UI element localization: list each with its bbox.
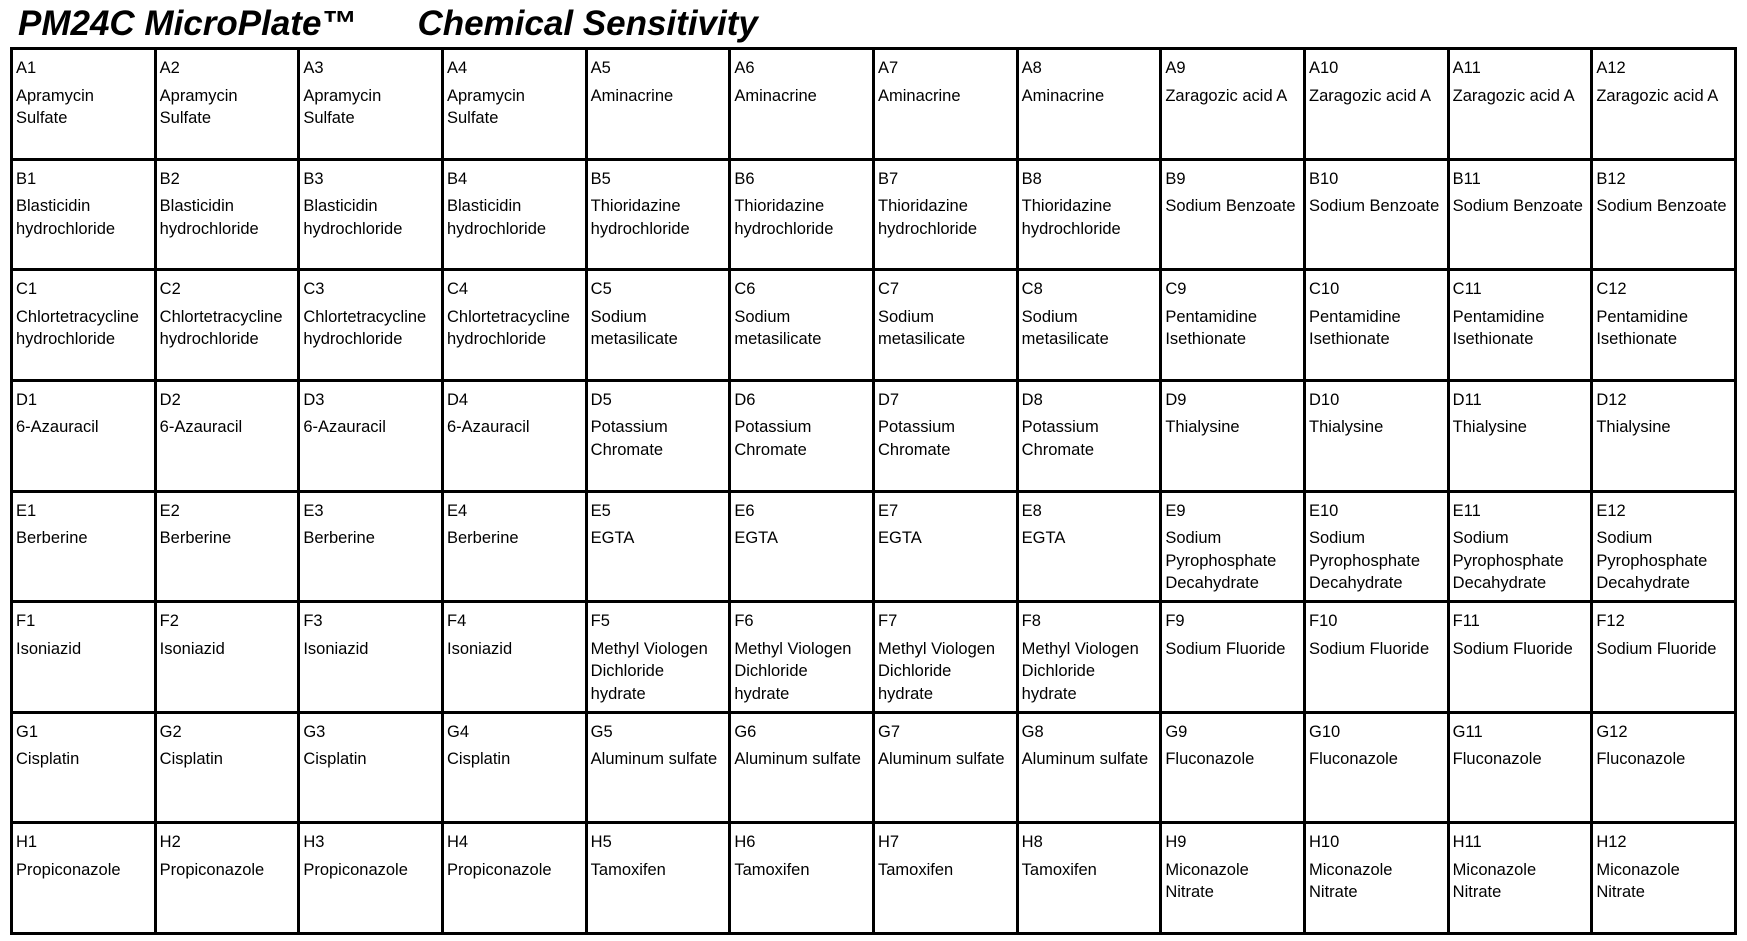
well-id: H11 (1452, 833, 1482, 852)
plate-well (588, 603, 732, 714)
plate-well (157, 271, 301, 382)
well-compound: Sodium Pyrophosphate Decahydrate (1596, 529, 1708, 592)
well-compound: Apramycin Sulfate (303, 86, 382, 127)
well-compound: Methyl Viologen Dichloride hydrate (1021, 639, 1139, 703)
well-id: D12 (1596, 390, 1627, 409)
well-compound: Sodium Fluoride (1309, 639, 1430, 658)
well-compound: Fluconazole (1596, 750, 1686, 769)
plate-well (588, 50, 732, 161)
well-compound: Propiconazole (303, 860, 408, 879)
well-id: D9 (1165, 390, 1187, 409)
plate-well (1450, 714, 1594, 825)
well-compound: Thialysine (1596, 418, 1671, 437)
plate-well (444, 493, 588, 604)
well-compound: Potassium Chromate (878, 418, 956, 459)
plate-well (1019, 603, 1163, 714)
plate-well (588, 714, 732, 825)
well-id: F11 (1452, 612, 1480, 631)
well-compound: Zaragozic acid A (1596, 86, 1719, 105)
well-id: G7 (878, 722, 901, 741)
well-id: B5 (590, 169, 611, 188)
plate-well (300, 50, 444, 161)
well-compound: Cisplatin (16, 750, 80, 769)
well-id: G5 (590, 722, 613, 741)
well-compound: Potassium Chromate (734, 418, 812, 459)
well-compound: Thioridazine hydrochloride (590, 197, 690, 238)
well-compound: Cisplatin (159, 750, 223, 769)
well-id: A5 (590, 59, 611, 77)
well-compound: Sodium Fluoride (1452, 639, 1573, 658)
plate-well (157, 714, 301, 825)
plate-well (588, 382, 732, 493)
well-id: A1 (16, 59, 37, 77)
plate-well (731, 161, 875, 272)
well-id: F8 (1021, 612, 1041, 631)
plate-well (1593, 824, 1737, 935)
plate-well (1162, 382, 1306, 493)
well-compound: Sodium Fluoride (1165, 639, 1286, 658)
well-compound: Aluminum sulfate (1021, 750, 1149, 769)
plate-well (300, 714, 444, 825)
well-compound: Potassium Chromate (1021, 418, 1099, 459)
plate-well (1306, 714, 1450, 825)
well-compound: Blasticidin hydrochloride (303, 197, 403, 238)
well-id: C12 (1596, 280, 1627, 299)
well-compound: Pentamidine Isethionate (1165, 307, 1258, 349)
well-id: C6 (734, 280, 756, 299)
well-id: C3 (303, 280, 325, 299)
plate-well (444, 824, 588, 935)
well-id: H5 (590, 833, 612, 852)
well-compound: Sodium Benzoate (1596, 197, 1727, 216)
well-compound: EGTA (1021, 529, 1066, 547)
well-compound: Cisplatin (303, 750, 367, 769)
well-id: A3 (303, 59, 324, 77)
well-id: A12 (1596, 59, 1626, 77)
plate-well (1593, 714, 1737, 825)
well-compound: Sodium Benzoate (1165, 197, 1296, 216)
plate-well (731, 714, 875, 825)
well-compound: Sodium Fluoride (1596, 639, 1717, 658)
plate-well (1162, 714, 1306, 825)
plate-well (1450, 271, 1594, 382)
plate-title (18, 2, 758, 46)
well-id: B10 (1309, 169, 1339, 188)
well-id: A7 (878, 59, 899, 77)
plate-well (444, 382, 588, 493)
plate-well (1162, 603, 1306, 714)
well-id: F10 (1309, 612, 1338, 631)
well-compound: Miconazole Nitrate (1165, 860, 1249, 902)
well-id: A2 (159, 59, 180, 77)
plate-well (157, 493, 301, 604)
plate-well (731, 603, 875, 714)
well-id: F2 (159, 612, 179, 631)
well-id: B3 (303, 169, 324, 188)
well-id: E6 (734, 501, 755, 520)
plate-well (300, 824, 444, 935)
plate-well (300, 603, 444, 714)
plate-well (875, 382, 1019, 493)
well-id: C7 (878, 280, 900, 299)
well-id: G12 (1596, 722, 1628, 741)
well-id: D2 (159, 390, 181, 409)
well-id: E1 (16, 501, 37, 520)
plate-well (588, 824, 732, 935)
plate-well (1162, 50, 1306, 161)
well-compound: Sodium Benzoate (1452, 197, 1583, 216)
well-compound: Aluminum sulfate (878, 750, 1005, 769)
well-compound: Zaragozic acid A (1309, 86, 1431, 105)
plate-well (1019, 493, 1163, 604)
well-id: D6 (734, 390, 756, 409)
well-compound: 6-Azauracil (159, 418, 243, 437)
well-compound: Sodium Pyrophosphate Decahydrate (1452, 529, 1564, 592)
well-id: H7 (878, 833, 900, 852)
well-compound: Thialysine (1165, 418, 1240, 437)
well-id: F4 (447, 612, 467, 631)
well-compound: Sodium metasilicate (590, 307, 678, 349)
well-compound: Blasticidin hydrochloride (159, 197, 259, 238)
well-compound: Isoniazid (16, 639, 82, 658)
plate-well (444, 161, 588, 272)
well-compound: Berberine (447, 529, 519, 547)
well-id: G10 (1309, 722, 1341, 741)
well-id: D1 (16, 390, 38, 409)
well-id: C10 (1309, 280, 1340, 299)
well-id: D8 (1021, 390, 1043, 409)
plate-well (588, 493, 732, 604)
well-compound: Thioridazine hydrochloride (1021, 197, 1121, 238)
well-compound: Isoniazid (159, 639, 225, 658)
well-compound: Apramycin Sulfate (447, 86, 525, 127)
plate-well (1306, 824, 1450, 935)
well-compound: Berberine (159, 529, 232, 547)
well-id: F6 (734, 612, 754, 631)
well-id: B11 (1452, 169, 1481, 188)
well-id: E4 (447, 501, 468, 520)
well-id: B12 (1596, 169, 1626, 188)
well-id: F9 (1165, 612, 1185, 631)
plate-well (1306, 493, 1450, 604)
well-id: C11 (1452, 280, 1482, 299)
well-compound: Tamoxifen (590, 860, 666, 879)
well-compound: Chlortetracycline hydrochloride (303, 307, 427, 349)
plate-well (444, 603, 588, 714)
well-compound: Apramycin Sulfate (159, 86, 238, 127)
plate-category: Chemical Sensitivity (417, 4, 758, 43)
well-compound: Blasticidin hydrochloride (16, 197, 116, 238)
plate-well (1306, 161, 1450, 272)
plate-well (1306, 271, 1450, 382)
plate-well (1306, 603, 1450, 714)
plate-well (13, 50, 157, 161)
well-id: E2 (159, 501, 180, 520)
plate-well (588, 161, 732, 272)
well-id: D7 (878, 390, 900, 409)
plate-well (1019, 271, 1163, 382)
well-id: G4 (447, 722, 470, 741)
well-id: B6 (734, 169, 755, 188)
well-compound: Tamoxifen (734, 860, 810, 879)
plate-well (1019, 50, 1163, 161)
plate-well (1593, 50, 1737, 161)
well-compound: Isoniazid (447, 639, 513, 658)
well-id: H10 (1309, 833, 1340, 852)
well-id: F7 (878, 612, 898, 631)
well-id: H4 (447, 833, 469, 852)
well-id: H9 (1165, 833, 1187, 852)
plate-name: PM24C MicroPlate™ (18, 4, 357, 43)
plate-well (1162, 161, 1306, 272)
well-id: E9 (1165, 501, 1186, 520)
well-id: G9 (1165, 722, 1188, 741)
well-id: D4 (447, 390, 469, 409)
well-id: E10 (1309, 501, 1339, 520)
plate-well (13, 714, 157, 825)
well-id: G1 (16, 722, 39, 741)
well-id: E3 (303, 501, 324, 520)
plate-well (731, 824, 875, 935)
well-id: E11 (1452, 501, 1481, 520)
well-id: C2 (159, 280, 181, 299)
well-id: D10 (1309, 390, 1340, 409)
well-compound: Thioridazine hydrochloride (878, 197, 978, 238)
well-compound: Tamoxifen (878, 860, 954, 879)
well-id: G6 (734, 722, 757, 741)
well-compound: Fluconazole (1309, 750, 1398, 769)
well-compound: Chlortetracycline hydrochloride (447, 307, 570, 349)
well-id: A8 (1021, 59, 1042, 77)
plate-well (1450, 382, 1594, 493)
well-compound: Isoniazid (303, 639, 369, 658)
well-id: A9 (1165, 59, 1186, 77)
plate-well (1162, 271, 1306, 382)
well-compound: EGTA (734, 529, 779, 547)
well-compound: Aminacrine (590, 86, 674, 105)
well-compound: Sodium Benzoate (1309, 197, 1440, 216)
well-id: D11 (1452, 390, 1482, 409)
well-compound: Aminacrine (878, 86, 961, 105)
well-compound: Blasticidin hydrochloride (447, 197, 547, 238)
well-compound: Chlortetracycline hydrochloride (16, 307, 139, 349)
well-id: G8 (1021, 722, 1044, 741)
well-id: G3 (303, 722, 326, 741)
plate-well (13, 493, 157, 604)
well-compound: Sodium metasilicate (734, 307, 822, 349)
well-compound: Pentamidine Isethionate (1452, 307, 1545, 349)
plate-layout-grid (10, 47, 1737, 935)
well-compound: Potassium Chromate (590, 418, 668, 459)
well-id: B8 (1021, 169, 1042, 188)
plate-well (731, 50, 875, 161)
well-compound: Aminacrine (1021, 86, 1105, 105)
plate-well (588, 271, 732, 382)
well-id: A10 (1309, 59, 1339, 77)
well-id: H12 (1596, 833, 1627, 852)
well-compound: Tamoxifen (1021, 860, 1097, 879)
well-id: C4 (447, 280, 469, 299)
well-id: F1 (16, 612, 36, 631)
well-compound: Miconazole Nitrate (1309, 860, 1393, 902)
well-compound: Cisplatin (447, 750, 511, 769)
well-id: C5 (590, 280, 612, 299)
well-id: G11 (1452, 722, 1483, 741)
plate-well (13, 603, 157, 714)
well-id: B4 (447, 169, 468, 188)
well-compound: 6-Azauracil (303, 418, 386, 437)
plate-well (1450, 161, 1594, 272)
plate-well (300, 161, 444, 272)
well-id: F12 (1596, 612, 1625, 631)
well-compound: Berberine (16, 529, 88, 547)
well-compound: Thialysine (1309, 418, 1384, 437)
plate-well (1593, 161, 1737, 272)
plate-well (1019, 824, 1163, 935)
plate-well (1162, 824, 1306, 935)
plate-well (444, 271, 588, 382)
plate-well (875, 161, 1019, 272)
plate-well (157, 824, 301, 935)
well-compound: Propiconazole (159, 860, 265, 879)
plate-well (1450, 50, 1594, 161)
plate-well (444, 714, 588, 825)
plate-well (157, 161, 301, 272)
well-id: H6 (734, 833, 756, 852)
well-id: H8 (1021, 833, 1043, 852)
well-compound: Propiconazole (16, 860, 121, 879)
well-compound: Chlortetracycline hydrochloride (159, 307, 283, 349)
well-id: D5 (590, 390, 612, 409)
plate-well (1593, 603, 1737, 714)
well-id: H2 (159, 833, 181, 852)
well-compound: Sodium metasilicate (878, 307, 966, 349)
well-id: F5 (590, 612, 610, 631)
well-id: E8 (1021, 501, 1042, 520)
plate-well (1593, 382, 1737, 493)
plate-well (1306, 382, 1450, 493)
well-compound: 6-Azauracil (16, 418, 99, 437)
well-compound: Fluconazole (1452, 750, 1542, 769)
well-id: A4 (447, 59, 468, 77)
well-compound: Sodium Pyrophosphate Decahydrate (1309, 529, 1420, 592)
plate-well (731, 493, 875, 604)
plate-well (875, 714, 1019, 825)
well-id: H1 (16, 833, 38, 852)
plate-well (875, 824, 1019, 935)
plate-well (444, 50, 588, 161)
well-id: E5 (590, 501, 611, 520)
plate-well (875, 50, 1019, 161)
well-compound: Thialysine (1452, 418, 1527, 437)
well-compound: EGTA (878, 529, 922, 547)
well-id: B1 (16, 169, 37, 188)
well-id: C1 (16, 280, 38, 299)
well-compound: Methyl Viologen Dichloride hydrate (590, 639, 708, 703)
plate-well (13, 382, 157, 493)
well-compound: Apramycin Sulfate (16, 86, 94, 127)
plate-well (1162, 493, 1306, 604)
plate-well (13, 271, 157, 382)
well-compound: Berberine (303, 529, 375, 547)
well-id: B7 (878, 169, 899, 188)
well-id: D3 (303, 390, 325, 409)
plate-well (157, 603, 301, 714)
well-compound: Methyl Viologen Dichloride hydrate (878, 639, 996, 703)
plate-well (1019, 382, 1163, 493)
well-id: C8 (1021, 280, 1043, 299)
plate-well (157, 50, 301, 161)
plate-well (1450, 603, 1594, 714)
plate-well (13, 161, 157, 272)
well-id: C9 (1165, 280, 1187, 299)
plate-well (875, 493, 1019, 604)
well-id: E12 (1596, 501, 1626, 520)
well-compound: Miconazole Nitrate (1596, 860, 1680, 902)
well-compound: Miconazole Nitrate (1452, 860, 1537, 902)
well-id: B9 (1165, 169, 1186, 188)
well-id: G2 (159, 722, 182, 741)
plate-well (1593, 271, 1737, 382)
plate-well (1450, 493, 1594, 604)
well-id: B2 (159, 169, 180, 188)
plate-well (731, 271, 875, 382)
well-compound: Thioridazine hydrochloride (734, 197, 834, 238)
well-compound: Aluminum sulfate (734, 750, 861, 769)
plate-well (1306, 50, 1450, 161)
well-id: A11 (1452, 59, 1481, 77)
well-compound: Pentamidine Isethionate (1596, 307, 1689, 349)
well-id: A6 (734, 59, 755, 77)
plate-well (1019, 714, 1163, 825)
plate-well (731, 382, 875, 493)
plate-well (300, 382, 444, 493)
well-compound: Sodium Pyrophosphate Decahydrate (1165, 529, 1277, 592)
well-compound: Sodium metasilicate (1021, 307, 1109, 349)
well-compound: Fluconazole (1165, 750, 1255, 769)
well-compound: Methyl Viologen Dichloride hydrate (734, 639, 852, 703)
plate-well (13, 824, 157, 935)
well-compound: EGTA (590, 529, 635, 547)
plate-well (875, 603, 1019, 714)
plate-well (1593, 493, 1737, 604)
well-id: H3 (303, 833, 325, 852)
plate-well (1450, 824, 1594, 935)
well-compound: Zaragozic acid A (1165, 86, 1288, 105)
well-compound: Aminacrine (734, 86, 817, 105)
well-id: E7 (878, 501, 899, 520)
well-compound: Aluminum sulfate (590, 750, 718, 769)
well-compound: Zaragozic acid A (1452, 86, 1575, 105)
plate-well (157, 382, 301, 493)
plate-well (875, 271, 1019, 382)
well-compound: Pentamidine Isethionate (1309, 307, 1401, 349)
plate-well (1019, 161, 1163, 272)
plate-well (300, 271, 444, 382)
well-id: F3 (303, 612, 323, 631)
plate-well (300, 493, 444, 604)
well-compound: 6-Azauracil (447, 418, 530, 437)
well-compound: Propiconazole (447, 860, 552, 879)
